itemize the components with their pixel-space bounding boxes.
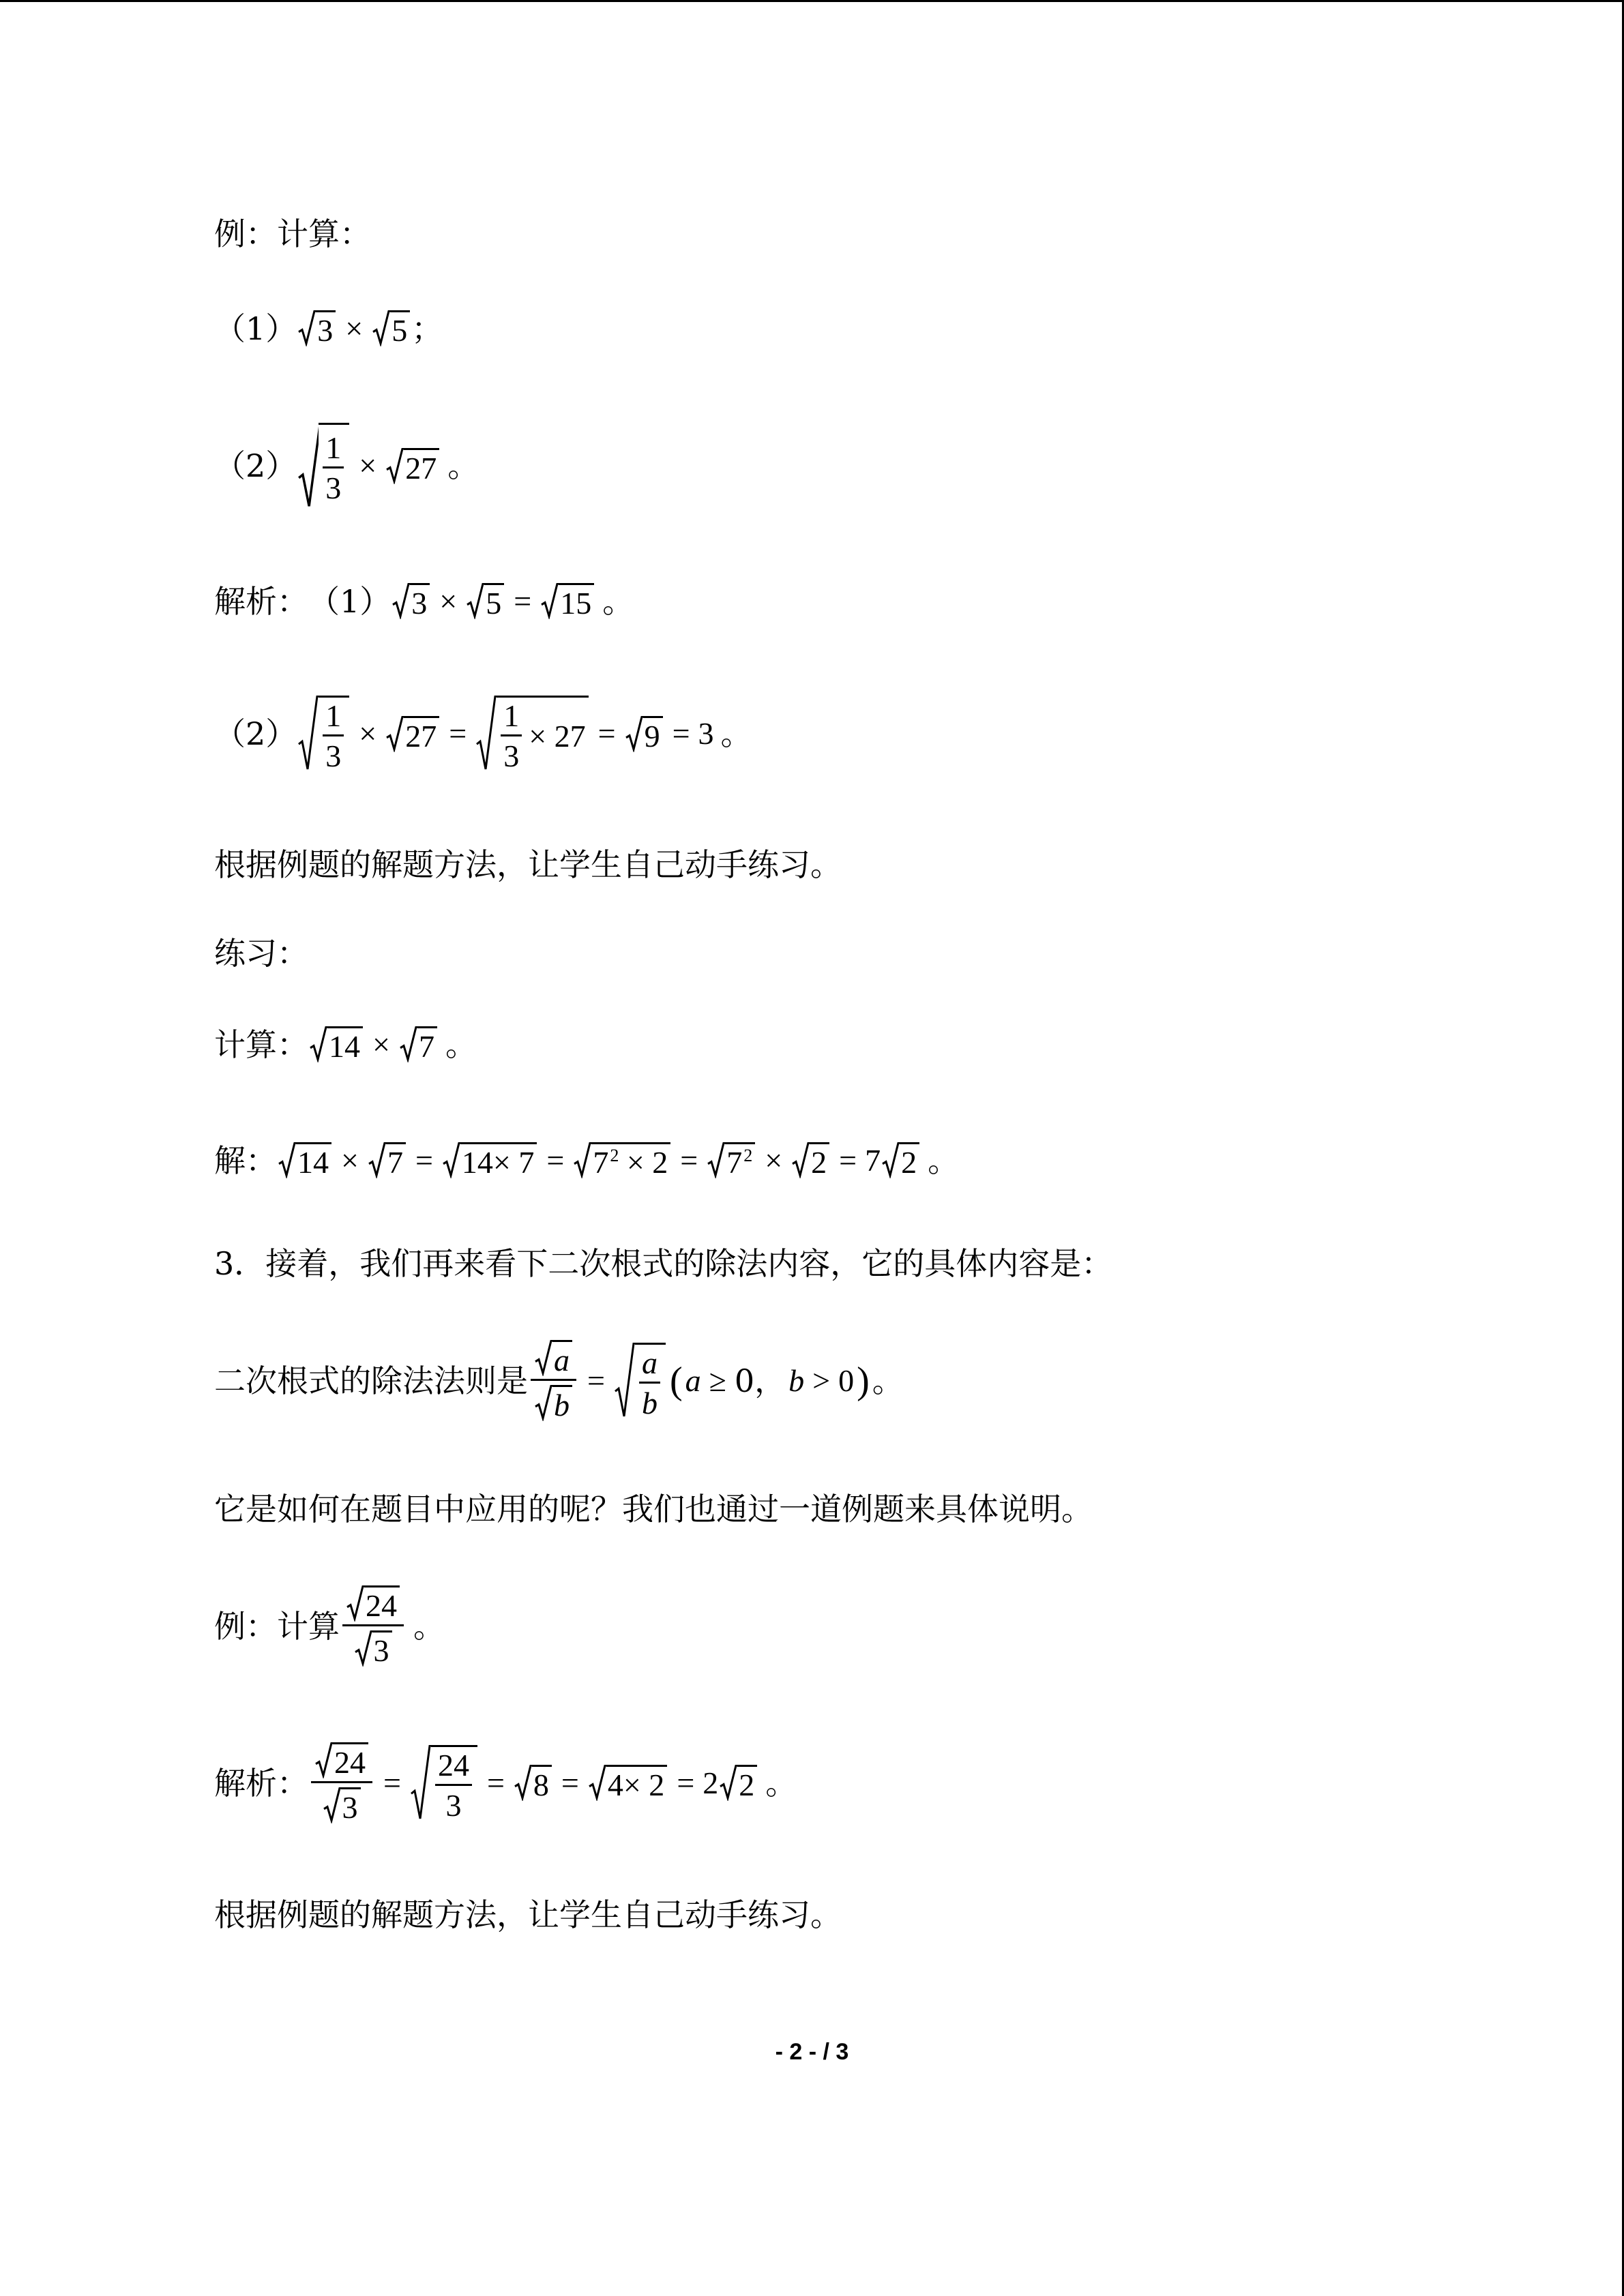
instruction-text: 根据例题的解题方法，让学生自己动手练习。 [214, 1896, 842, 1933]
solution1-part2 [214, 696, 752, 772]
times-sign: × [439, 583, 458, 618]
example1-heading [214, 215, 371, 252]
radical-sign [355, 1630, 372, 1667]
part-label: （2） [214, 715, 297, 752]
times-sign: × [359, 716, 377, 751]
radicand [725, 1142, 755, 1178]
radicand: 24 [333, 1742, 368, 1778]
numerator [531, 1340, 576, 1379]
times-27: × 27 [529, 718, 586, 754]
radicand: 7 [386, 1142, 406, 1178]
radical-sign [392, 583, 410, 619]
radicand: 14 [327, 1026, 363, 1062]
exponent: 2 [743, 1146, 753, 1165]
equals-sign: = [546, 1142, 565, 1178]
sqrt-expression [882, 1142, 919, 1178]
punctuation: 。 [413, 1607, 445, 1645]
example1-part2 [214, 423, 479, 509]
equals-sign: = [597, 716, 616, 751]
radicand: 7 [417, 1026, 437, 1062]
radicand: 3 [410, 583, 430, 619]
numerator [311, 1742, 372, 1781]
question-label: 计算： [214, 1026, 308, 1063]
equals-sign: = [680, 1142, 698, 1178]
sqrt-expression [355, 1630, 392, 1667]
equals-sign: = [383, 1765, 401, 1800]
right-paren: ) [857, 1359, 870, 1402]
radicand [431, 1745, 477, 1821]
sqrt-expression [792, 1142, 829, 1178]
radicand: 24 [364, 1585, 400, 1622]
sqrt-expression [574, 1142, 670, 1178]
transition-paragraph [214, 1493, 1093, 1525]
radicand [319, 696, 349, 772]
radical-sign [346, 1585, 364, 1622]
radicand: 8 [532, 1765, 552, 1801]
radicand: 9 [643, 716, 663, 752]
fraction [639, 1347, 660, 1419]
radical-sign [625, 716, 643, 752]
radicand: b [552, 1385, 572, 1421]
sqrt-expression [541, 583, 594, 619]
equals-sign: = [415, 1142, 433, 1178]
times-sign: × [345, 310, 364, 346]
denominator [319, 1783, 365, 1823]
radicand: 27 [404, 448, 439, 484]
radicand: 27 [404, 716, 439, 752]
sqrt-fraction [298, 696, 349, 772]
part-label: （1） [308, 582, 392, 620]
radicand: 14× 7 [460, 1142, 537, 1178]
radical-sign [443, 1142, 460, 1178]
sqrt-expression [278, 1142, 331, 1178]
radical-sign [400, 1026, 417, 1062]
sqrt-expression [443, 1142, 537, 1178]
sqrt-expression [346, 1585, 400, 1622]
radicand: 5 [484, 583, 504, 619]
sqrt-expression [467, 583, 504, 619]
example2 [214, 1585, 445, 1667]
radicand: 2 [900, 1142, 919, 1178]
radicand [497, 696, 588, 772]
greater-equal-sign: ≥ [709, 1362, 726, 1398]
practice-heading [214, 935, 308, 972]
times-sign: × [359, 448, 377, 483]
transition-text: 它是如何在题目中应用的呢？我们也通过一道例题来具体说明。 [214, 1491, 1093, 1527]
radical-sign [298, 696, 319, 772]
sqrt-fraction [615, 1343, 666, 1419]
sqrt-fraction [298, 423, 349, 509]
coefficient: 7 [865, 1142, 881, 1178]
punctuation: 。 [445, 1026, 477, 1063]
fraction [342, 1585, 404, 1667]
punctuation: 。 [602, 582, 634, 620]
condition-value: 0 [838, 1362, 855, 1398]
sqrt-expression [310, 1026, 363, 1062]
sqrt-expression [625, 716, 663, 752]
answer-value: 3 [698, 716, 714, 751]
radical-sign [882, 1142, 900, 1178]
radical-sign [467, 583, 484, 619]
section-3-text: 3．接着，我们再来看下二次根式的除法内容，它的具体内容是： [214, 1245, 1113, 1282]
practice-answer [214, 1142, 959, 1178]
radical-sign [541, 583, 559, 619]
fraction [323, 700, 344, 772]
radical-sign [411, 1745, 431, 1821]
radical-sign [514, 1765, 532, 1801]
radical-sign [615, 1343, 635, 1419]
equals-sign: = [677, 1765, 695, 1800]
radical-sign [720, 1765, 737, 1801]
numerator: 24 [437, 1747, 469, 1783]
rule-text: 二次根式的除法法则是 [214, 1362, 528, 1399]
numerator [342, 1585, 404, 1624]
punctuation: 。 [720, 715, 752, 752]
numerator: 1 [325, 698, 342, 733]
radicand: 3 [316, 310, 336, 346]
sqrt-expression [323, 1787, 361, 1823]
practice-heading-text: 练习： [214, 935, 308, 972]
example-label: 例：计算 [214, 1607, 340, 1645]
instruction-paragraph [214, 846, 842, 883]
times-sign: × [341, 1142, 359, 1178]
radical-sign [707, 1142, 725, 1178]
example1-heading-text: 例：计算： [214, 215, 371, 252]
fraction [531, 1340, 576, 1421]
sqrt-fraction [476, 696, 588, 772]
radical-sign [323, 1787, 341, 1823]
punctuation: 。 [872, 1362, 904, 1399]
fraction [323, 432, 344, 504]
times-sign: × [765, 1142, 783, 1178]
denominator: 3 [503, 739, 520, 773]
radical-sign [298, 310, 316, 346]
radicand: 14 [296, 1142, 331, 1178]
denominator [531, 1381, 576, 1421]
equals-sign: = [561, 1765, 579, 1800]
sqrt-expression [298, 310, 336, 346]
sqrt-fraction [411, 1745, 477, 1821]
punctuation: 。 [447, 447, 479, 485]
radical-sign [386, 716, 404, 752]
numerator: 1 [503, 698, 520, 733]
sqrt-expression [589, 1765, 667, 1801]
radicand: 3 [341, 1787, 361, 1823]
fraction [311, 1742, 372, 1823]
page-border-top [0, 0, 1624, 2]
solution-label: 解析： [214, 582, 308, 620]
solution2 [214, 1742, 797, 1823]
radicand: 3 [372, 1630, 392, 1667]
sqrt-expression [386, 448, 439, 484]
practice-question [214, 1026, 477, 1062]
numerator: 1 [325, 430, 342, 466]
section-3-paragraph [214, 1245, 1113, 1282]
radicand [591, 1142, 670, 1178]
equals-sign: = [587, 1362, 605, 1398]
part-label: （1） [214, 310, 297, 347]
radicand: 4× 2 [606, 1765, 667, 1801]
instruction-paragraph [214, 1896, 842, 1933]
solution-label: 解析： [214, 1764, 308, 1802]
answer-label: 解： [214, 1142, 277, 1179]
equals-sign: = [672, 716, 690, 751]
radical-sign [386, 448, 404, 484]
denominator: b [641, 1385, 658, 1420]
denominator: 3 [325, 739, 342, 773]
radical-sign [535, 1340, 552, 1376]
radical-sign [298, 423, 319, 509]
punctuation: 。 [928, 1142, 960, 1179]
part-label: （2） [214, 447, 297, 485]
solution1-part1 [214, 583, 634, 619]
coefficient: 2 [703, 1765, 719, 1800]
times-2: × 2 [619, 1145, 668, 1180]
base: 7 [593, 1145, 609, 1180]
radicand: 2 [737, 1765, 757, 1801]
radicand [319, 423, 349, 509]
radicand: 2 [810, 1142, 829, 1178]
base: 7 [726, 1145, 743, 1180]
sqrt-expression [535, 1340, 572, 1376]
denominator: 3 [325, 471, 342, 506]
times-sign: × [372, 1026, 390, 1062]
sqrt-expression [400, 1026, 437, 1062]
radicand: 15 [559, 583, 594, 619]
fraction [435, 1747, 472, 1823]
sqrt-expression [372, 310, 410, 346]
radicand: 5 [390, 310, 410, 346]
fraction [501, 700, 522, 772]
denominator [351, 1626, 396, 1667]
equals-sign: = [486, 1765, 505, 1800]
radicand [635, 1343, 666, 1419]
condition-variable: b [788, 1362, 805, 1398]
sqrt-expression [707, 1142, 755, 1178]
condition-variable: a [685, 1362, 701, 1398]
radical-sign [476, 696, 497, 772]
radical-sign [310, 1026, 327, 1062]
page-number: - 2 - / 3 [775, 2039, 849, 2065]
numerator: a [641, 1345, 658, 1380]
radical-sign [589, 1765, 606, 1801]
radical-sign [372, 310, 390, 346]
division-rule [214, 1340, 904, 1421]
sqrt-expression [514, 1765, 552, 1801]
sqrt-expression [386, 716, 439, 752]
instruction-text: 根据例题的解题方法，让学生自己动手练习。 [214, 846, 842, 883]
radical-sign [792, 1142, 810, 1178]
punctuation: 。 [765, 1764, 797, 1802]
sqrt-expression [368, 1142, 406, 1178]
condition-value: 0， [734, 1362, 786, 1399]
sqrt-expression [315, 1742, 368, 1778]
radical-sign [278, 1142, 296, 1178]
greater-than-sign: > [812, 1362, 831, 1398]
example1-part1 [214, 310, 443, 346]
left-paren: ( [669, 1359, 683, 1402]
equals-sign: = [449, 716, 467, 751]
exponent: 2 [610, 1146, 619, 1165]
equals-sign: = [514, 583, 532, 618]
sqrt-expression [720, 1765, 757, 1801]
radical-sign [315, 1742, 333, 1778]
sqrt-expression [392, 583, 430, 619]
radical-sign [535, 1385, 552, 1421]
radicand: a [552, 1340, 572, 1376]
punctuation: ； [411, 310, 443, 347]
denominator: 3 [445, 1787, 462, 1823]
radical-sign [368, 1142, 386, 1178]
equals-sign: = [839, 1142, 857, 1178]
sqrt-expression [535, 1385, 572, 1421]
radical-sign [574, 1142, 591, 1178]
